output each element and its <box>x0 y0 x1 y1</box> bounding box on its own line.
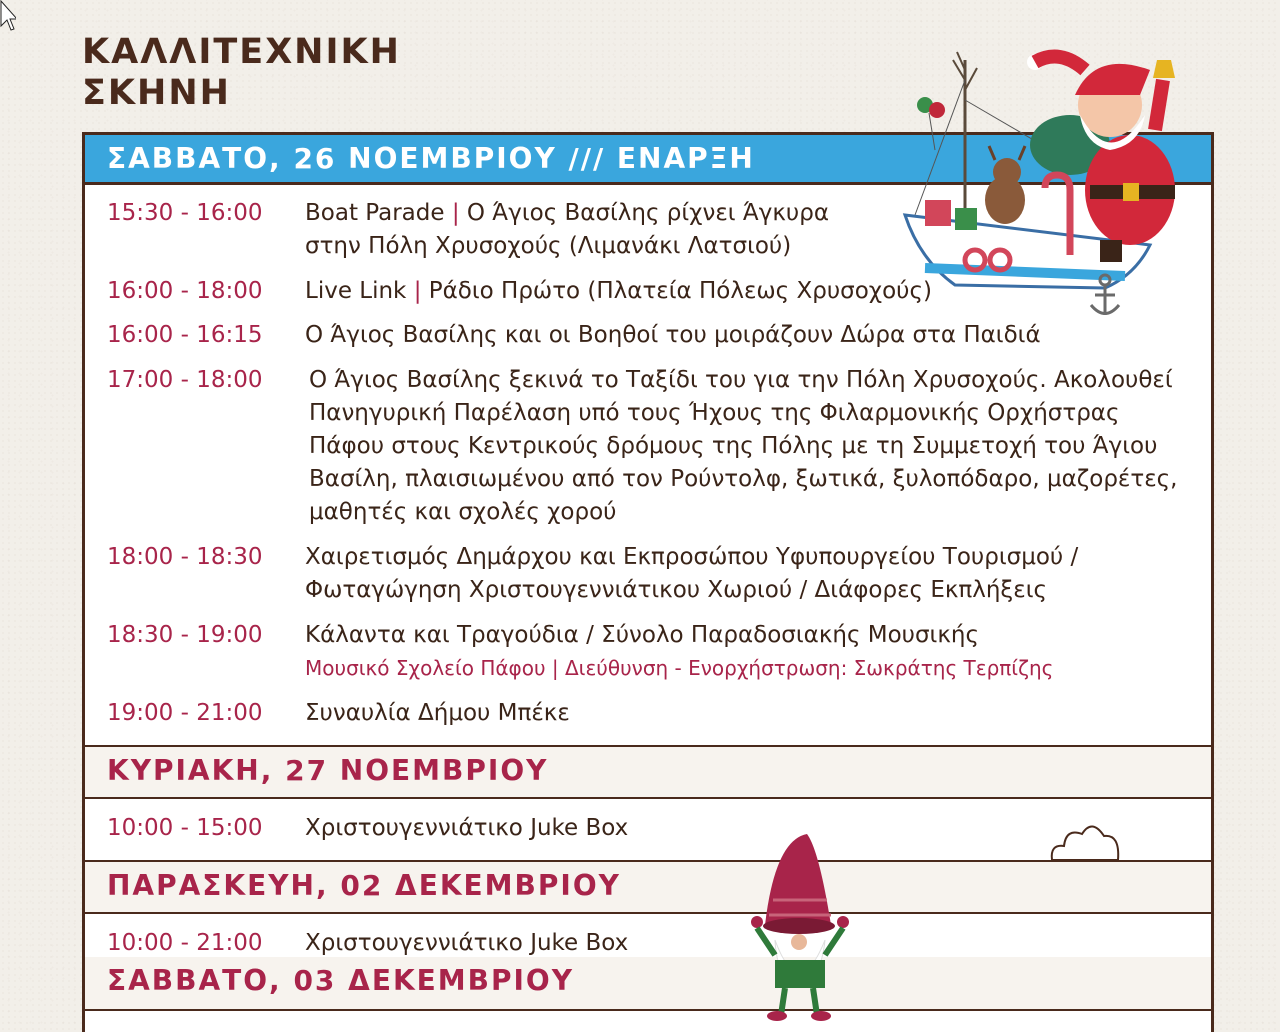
time-slot: 16:00 - 16:15 <box>107 322 263 348</box>
day-header-label: ΠΑΡΑΣΚΕΥΗ, 02 ΔΕΚΕΜΒΡΙΟΥ <box>107 869 621 902</box>
event-text: Ο Άγιος Βασίλης και οι Βοηθοί του μοιράζουν Δώρα στα Παιδιά <box>305 322 1041 348</box>
time-slot: 15:30 - 16:00 <box>107 200 263 226</box>
page-title <box>82 32 401 114</box>
gnome-illustration <box>745 830 855 1022</box>
event-text: Ο Άγιος Βασίλης ξεκινά το Ταξίδι του για την Πόλη Χρυσοχούς. Ακολουθεί Πανηγυρική Παρέλαση υπό τους Ήχους της Φιλαρμονικής Ορχήστρας Πάφου στους Κεντρικούς δρόμους της Πόλης με τη Συμμετοχή του Άγιου Βασίλη, πλαισιωμένου από τον Ρούντολφ, ξωτικά, ξυλοπόδαρο, μαζορέτες, μαθητές και σχολές χορού <box>309 367 1178 525</box>
event-lead: Live Link <box>305 278 407 304</box>
event-desc: Ράδιο Πρώτο (Πλατεία Πόλεως Χρυσοχούς) <box>428 278 932 304</box>
event-desc-2: στην Πόλη Χρυσοχούς (Λιμανάκι Λατσιού) <box>305 233 792 259</box>
event-text: Χριστουγεννιάτικο Juke Box <box>305 815 629 841</box>
day-header-label: ΣΑΒΒΑΤΟ, 03 ΔΕΚΕΜΒΡΙΟΥ <box>107 964 574 997</box>
time-slot: 10:00 - 21:00 <box>107 930 263 956</box>
cloud-icon <box>1048 816 1124 866</box>
event-credit: Μουσικό Σχολείο Πάφου | Διεύθυνση - Ενορχήστρωση: Σωκράτης Τερπίζης <box>305 656 1054 680</box>
day-header-label: ΣΑΒΒΑΤΟ, 26 ΝΟΕΜΒΡΙΟΥ /// ΕΝΑΡΞΗ <box>107 142 755 175</box>
title-line-1: ΚΑΛΛΙΤΕΧΝΙΚΗ <box>82 32 401 72</box>
event-text: Χριστουγεννιάτικο Juke Box <box>305 930 629 956</box>
time-slot: 18:00 - 18:30 <box>107 544 263 570</box>
cursor-icon <box>0 0 16 34</box>
day-header-fri-02 <box>85 860 1211 914</box>
day-header-label: ΚΥΡΙΑΚΗ, 27 ΝΟΕΜΒΡΙΟΥ <box>107 754 549 787</box>
event-text <box>305 541 1165 607</box>
event-desc: Κάλαντα και Τραγούδια / Σύνολο Παραδοσιακής Μουσικής <box>305 622 979 648</box>
time-slot: 19:00 - 21:00 <box>107 700 263 726</box>
time-slot: 18:30 - 19:00 <box>107 622 263 648</box>
event-separator: | <box>444 200 467 226</box>
event-desc: Ο Άγιος Βασίλης ρίχνει Άγκυρα <box>466 200 830 226</box>
event-text: Συναυλία Δήμου Μπέκε <box>305 700 570 726</box>
event-separator: | <box>406 278 429 304</box>
santa-boat-illustration <box>895 40 1225 330</box>
time-slot: 16:00 - 18:00 <box>107 278 263 304</box>
day-header-sat-03 <box>85 957 1211 1011</box>
time-slot: 17:00 - 18:00 <box>107 367 263 393</box>
event-desc-2: Φωταγώγηση Χριστουγεννιάτικου Χωριού / Διάφορες Εκπλήξεις <box>305 577 1047 603</box>
title-line-2: ΣΚΗΝΗ <box>82 73 231 113</box>
event-desc: Χαιρετισμός Δημάρχου και Εκπροσώπου Υφυπουργείου Τουρισμού / <box>305 544 1079 570</box>
time-slot: 10:00 - 15:00 <box>107 815 263 841</box>
day-header-sun-27 <box>85 745 1211 799</box>
event-text <box>305 619 1165 685</box>
event-lead: Boat Parade <box>305 200 445 226</box>
